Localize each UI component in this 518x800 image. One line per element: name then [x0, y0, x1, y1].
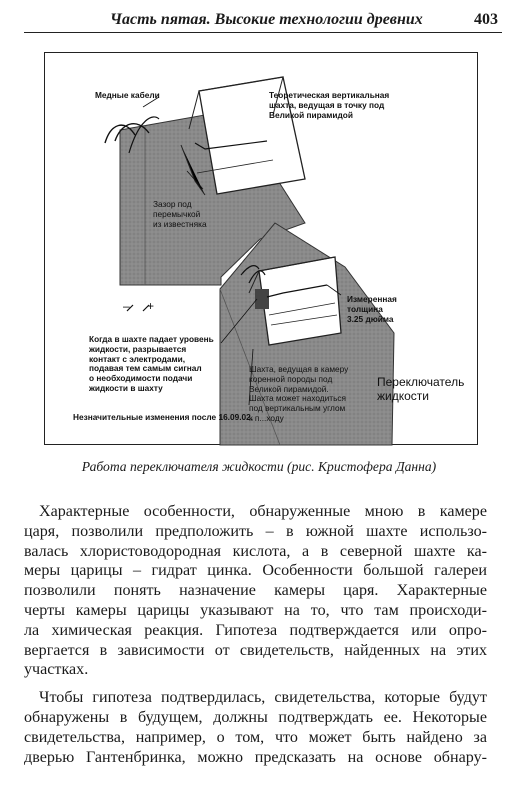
paragraph-line: ла химическая реакция. Гипотеза подтверждается или опро-: [24, 621, 487, 639]
label-measured-thickness: Измеренная толщина 3.25 дюйма: [347, 294, 397, 324]
paragraph-line: участках.: [24, 661, 89, 679]
paragraph-line: дверью Гантенбринка, можно предсказать на основе обнару-: [24, 748, 487, 766]
paragraph-line: меры царицы – гидрат цинка. Особенности большой галереи: [24, 562, 487, 580]
label-when-level-drops: Когда в шахте падает уровень жидкости, разрывается контакт с электродами, подавая тем самым сигнал о необходимости подачи жидкости в шахту: [89, 334, 214, 393]
paragraph-line: валась хлористоводородная кислота, а в северной шахте ка-: [24, 542, 487, 560]
running-header: [24, 6, 502, 33]
label-plus: +: [147, 299, 155, 313]
label-minor-changes: Незначительные изменения после 16.09.02.: [73, 412, 254, 422]
running-header-title: Часть пятая. Высокие технологии древних: [110, 11, 423, 28]
paragraph-line: свидетельства, например, о том, что может быть найдено за: [24, 728, 487, 746]
figure-caption: Работа переключателя жидкости (рис. Кристофера Данна): [81, 459, 437, 474]
label-liquid-switch: Переключатель жидкости: [377, 375, 465, 403]
paragraph-line: царя, позволили предположить – в южной шахте использо-: [24, 522, 487, 540]
paragraph-line: Чтобы гипотеза подтвердилась, свидетельства, которые будут: [39, 689, 487, 707]
paragraph-line: черты камеры царицы указывают на то, что там происходи-: [24, 601, 487, 619]
paragraph-line: позволили понять назначение камеры царя. Характерные: [24, 582, 487, 600]
liquid-switch-figure: [44, 52, 478, 445]
label-shaft-to-chamber: Шахта, ведущая в камеру коренной породы под Великой пирамидой. Шахта может находиться под вертикальным углом к п...ходу: [249, 364, 349, 423]
paragraph-line: вергается в зависимости от свидетельств, найденных на этих: [24, 641, 487, 659]
lower-white-shaft: [259, 257, 341, 345]
page-number: 403: [474, 11, 498, 28]
paragraph-line: Характерные особенности, обнаруженные мною в камере: [39, 503, 487, 520]
paragraph-line: обнаружены в будущем, должны подтверждать ее. Некоторые: [24, 708, 487, 726]
label-theoretical-shaft: Теоретическая вертикальная шахта, ведущая в точку под Великой пирамидой: [269, 90, 390, 120]
label-gap-under-lintel: Зазор под перемычкой из известняка: [153, 199, 207, 229]
label-minus: –: [123, 299, 130, 313]
body-text: [24, 502, 487, 767]
label-copper-cables: Медные кабели: [95, 90, 160, 100]
